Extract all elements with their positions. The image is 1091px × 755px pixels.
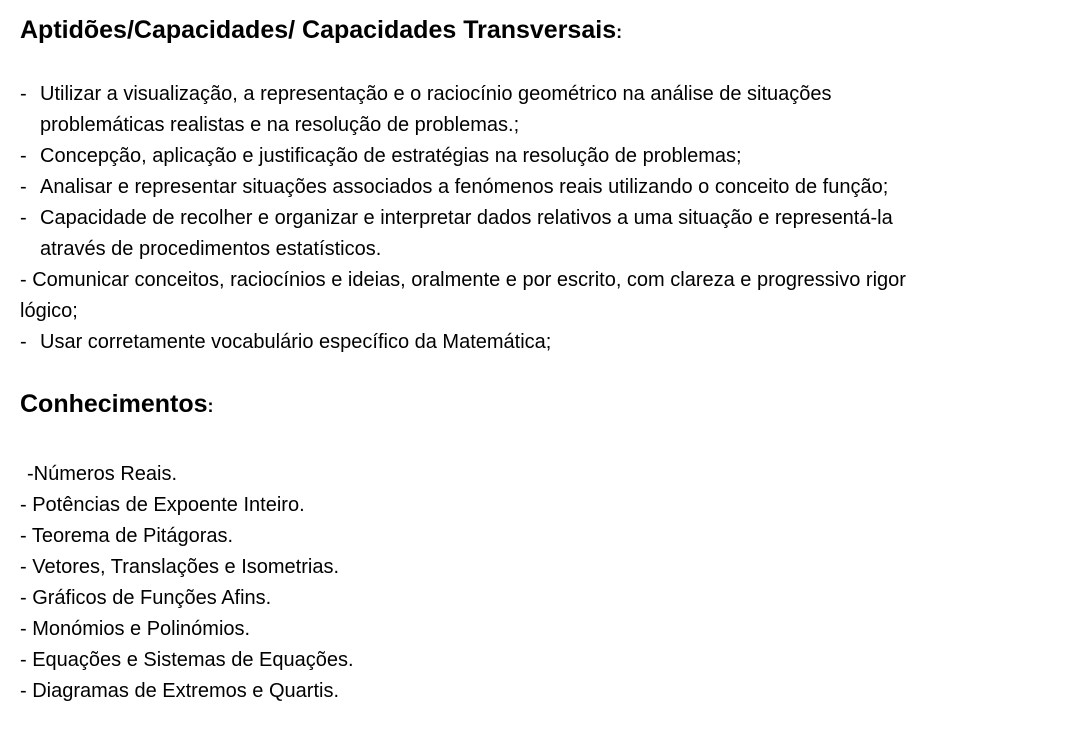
heading-conhecimentos-text: Conhecimentos [20,390,208,418]
list-item [20,141,906,172]
list-item: - Diagramas de Extremos e Quartis. [20,680,339,702]
list-dash: - [20,145,27,167]
list-item [20,203,906,265]
list-item-line: Analisar e representar situações associados a fenómenos reais utilizando o conceito de função; [40,176,889,198]
list-item: - Vetores, Translações e Isometrias. [20,556,340,578]
list-item-line: Capacidade de recolher e organizar e interpretar dados relativos a uma situação e representá-la [40,207,893,229]
list-item-line: através de procedimentos estatísticos. [40,238,382,260]
list-item: -Números Reais. [27,463,178,485]
list-item-line: problemáticas realistas e na resolução de problemas.; [40,114,520,136]
heading-conhecimentos [20,389,214,421]
list-item: - Monómios e Polinómios. [20,618,251,640]
list-item [20,265,906,327]
list-item-line: - Comunicar conceitos, raciocínios e ideias, oralmente e por escrito, com clareza e progressivo rigor [20,269,906,291]
conhecimentos-list [20,459,354,707]
list-item [20,327,906,358]
capacidades-list [20,79,906,358]
list-dash: - [20,331,27,353]
list-item-line: Concepção, aplicação e justificação de estratégias na resolução de problemas; [40,145,742,167]
list-item: - Gráficos de Funções Afins. [20,587,272,609]
heading-conhecimentos-colon: : [207,396,214,416]
list-item-line: lógico; [20,300,78,322]
heading-capacidades-colon: : [616,22,623,42]
list-item-line: Utilizar a visualização, a representação e o raciocínio geométrico na análise de situações [40,83,832,105]
list-item: - Teorema de Pitágoras. [20,525,234,547]
list-item [20,172,906,203]
list-item: - Potências de Expoente Inteiro. [20,494,305,516]
list-item-line: Usar corretamente vocabulário específico da Matemática; [40,331,552,353]
list-item [20,79,906,141]
heading-capacidades-text: Aptidões/Capacidades/ Capacidades Transversais [20,16,617,44]
list-dash: - [20,207,27,229]
list-dash: - [20,83,27,105]
heading-capacidades [20,15,622,47]
list-item: - Equações e Sistemas de Equações. [20,649,354,671]
list-dash: - [20,176,27,198]
